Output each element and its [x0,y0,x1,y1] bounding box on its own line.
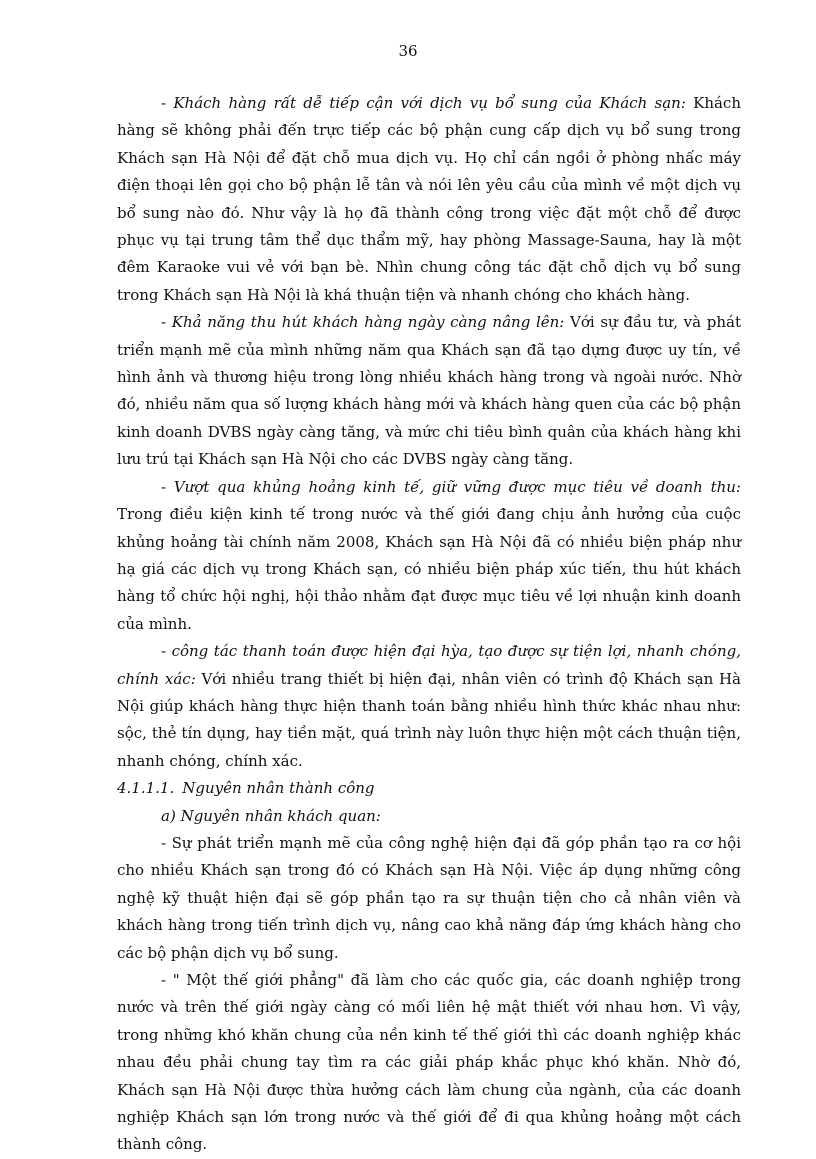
paragraph-emphasis: Vượt qua khủng hoảng kinh tế, giữ vững được mục tiêu về doanh thu: [173,477,741,496]
paragraph-access [117,90,741,309]
paragraph-emphasis: Khả năng thu hút khách hàng ngày càng nâng lên: [171,313,565,332]
paragraph-emphasis: Khách hàng rất dễ tiếp cận với dịch vụ bổ sung của Khách sạn: [173,94,686,112]
section-heading [117,775,741,802]
paragraph-attraction [117,309,741,473]
bullet-dash: - [161,642,172,661]
paragraph-technology: - Sự phát triển mạnh mẽ của công nghệ hiện đại đã góp phần tạo ra cơ hội cho nhiều Khách sạn trong đó có Khách sạn Hà Nội. Việc áp dụng những công nghệ kỹ thuật hiện đại sẽ góp phần tạo ra sự thuận tiện cho cả nhân viên và khách hàng trong tiến trình dịch vụ, nâng cao khả năng đáp ứng khách hàng cho các bộ phận dịch vụ bổ sung. [117,833,741,962]
page-body [117,90,741,1159]
paragraph-payment [117,638,741,775]
paragraph-text: Trong điều kiện kinh tế trong nước và thế giới đang chịu ảnh hưởng của cuộc khủng hoảng tài chính năm 2008, Khách sạn Hà Nội đã có nhiều biện pháp như hạ giá các dịch vụ trong Khách sạn, có nhiều biện pháp xúc tiến, thu hút khách hàng tổ chức hội nghị, hội thảo nhằm đạt được mục tiêu về lợi nhuận kinh doanh của mình. [117,505,741,633]
paragraph-flat-world: - " Một thế giới phẳng" đã làm cho các quốc gia, các doanh nghiệp trong nước và trên thế giới ngày càng có mối liên hệ mật thiết với nhau hơn. Vì vậy, trong những khó khăn chung của nền kinh tế thế giới thì các doanh nghiệp khác nhau đều phải chung tay tìm ra các giải pháp khắc phục khó khăn. Nhờ đó, Khách sạn Hà Nội được thừa hưởng cách làm chung của ngành, của các doanh nghiệp Khách sạn lớn trong nước và thế giới để đi qua khủng hoảng một cách thành công. [117,971,741,1154]
bullet-dash: - [161,313,172,332]
paragraph-text: Khách hàng sẽ không phải đến trực tiếp các bộ phận cung cấp dịch vụ bổ sung trong Khách sạn Hà Nội để đặt chỗ mua dịch vụ. Họ chỉ cần ngồi ở phòng nhấc máy điện thoại lên gọi cho bộ phận lễ tân và nói lên yêu cầu của mình về một dịch vụ bổ sung nào đó. Như vậy là họ đã thành công trong việc đặt một chỗ để được phục vụ tại trung tâm thể dục thẩm mỹ, hay phòng Massage-Sauna, hay là một đêm Karaoke vui vẻ với bạn bè. Nhìn chung công tác đặt chỗ dịch vụ bổ sung trong Khách sạn Hà Nội là khá thuận tiện và nhanh chóng cho khách hàng. [117,94,741,304]
paragraph-crisis [117,474,741,638]
bullet-dash: - [161,94,174,112]
section-title: Nguyên nhân thành công [182,779,375,798]
paragraph-text: Với nhiều trang thiết bị hiện đại, nhân viên có trình độ Khách sạn Hà Nội giúp khách hàng thực hiện thanh toán bằng nhiều hình thức khác nhau như: sộc, thẻ tín dụng, hay tiền mặt, quá trình này luôn thực hiện một cách thuận tiện, nhanh chóng, chính xác. [117,669,741,770]
bullet-dash: - [161,477,174,496]
paragraph-text: Với sự đầu tư, và phát triển mạnh mẽ của mình những năm qua Khách sạn đã tạo dựng được uy tín, về hình ảnh và thương hiệu trong lòng nhiều khách hàng trong và ngoài nước. Nhờ đó, nhiều năm qua số lượng khách hàng mới và khách hàng quen của các bộ phận kinh doanh DVBS ngày càng tăng, và mức chi tiêu bình quân của khách hàng khi lưu trú tại Khách sạn Hà Nội cho các DVBS ngày càng tăng. [117,313,741,469]
paragraph-emphasis: công tác thanh toán được hiện đại hỳa, tạo được sự tiện lợi, nhanh chóng, chính xác: [117,642,741,688]
page-number: 36 [398,42,418,60]
section-number: 4.1.1.1. [117,779,175,798]
subsection-heading: a) Nguyên nhân khách quan: [161,806,381,825]
